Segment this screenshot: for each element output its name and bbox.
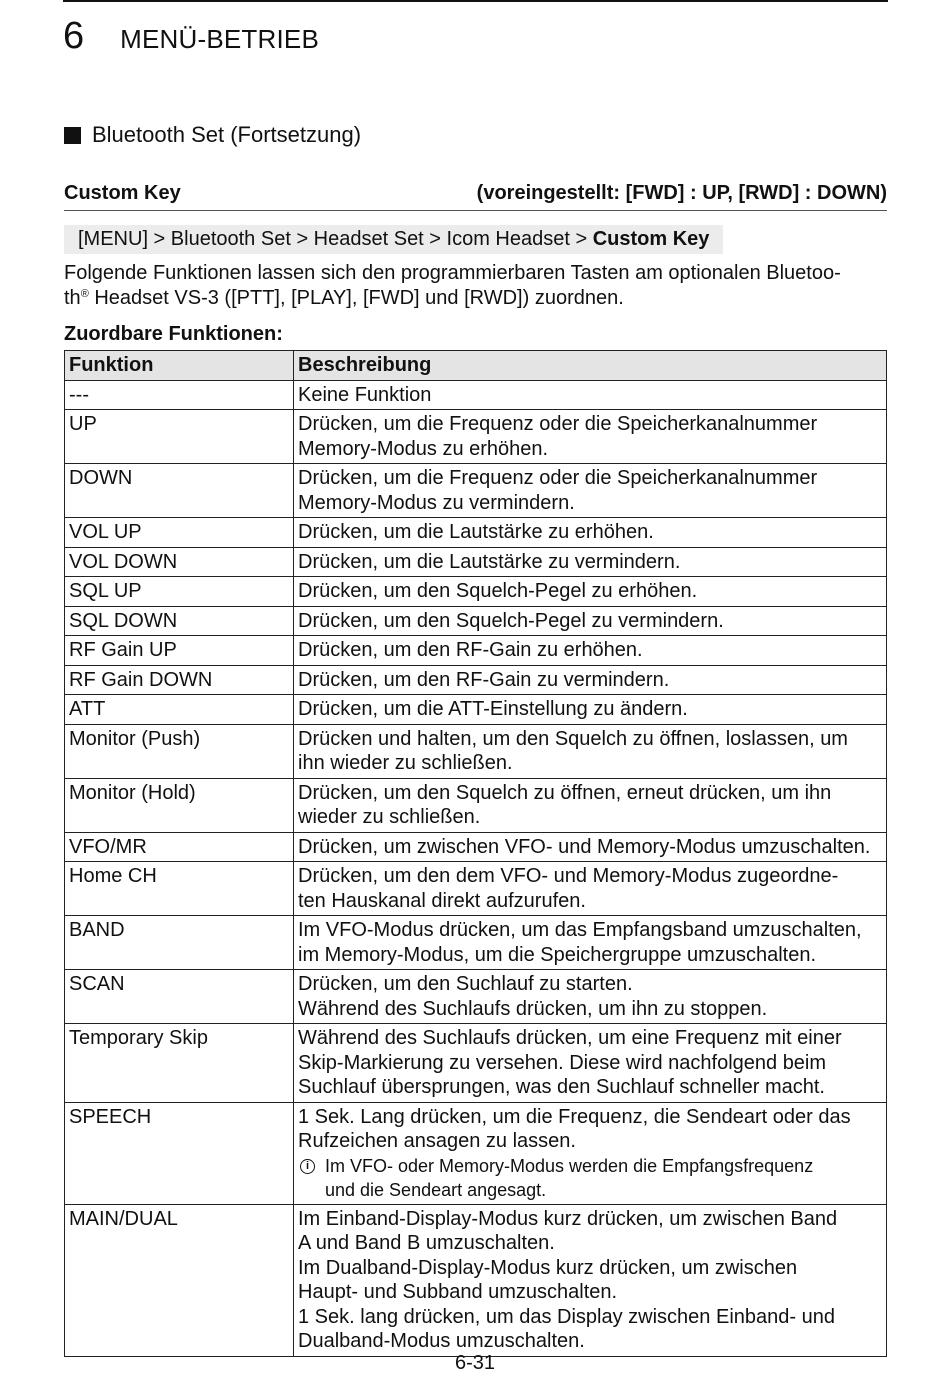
table-row — [65, 1024, 887, 1103]
description-line: Drücken, um den RF-Gain zu vermindern. — [298, 668, 670, 691]
function-name: UP — [65, 410, 294, 464]
description-line: Drücken, um den dem VFO- und Memory-Modus zugeordne- — [298, 865, 839, 887]
menu-path-prefix: [MENU] > Bluetooth Set > Headset Set > Icom Headset > — [78, 228, 593, 250]
table-row — [65, 380, 887, 410]
description-line: ihn wieder zu schließen. — [298, 752, 513, 774]
info-note-text — [325, 1154, 813, 1202]
function-name: RF Gain DOWN — [65, 665, 294, 695]
function-name: VOL UP — [65, 518, 294, 548]
item-default: (voreingestellt: [FWD] : UP, [RWD] : DOWN) — [476, 182, 887, 204]
table-row — [65, 606, 887, 636]
functions-table — [64, 350, 887, 1357]
table-row — [65, 724, 887, 778]
table-row — [65, 665, 887, 695]
description-line: Im VFO-Modus drücken, um das Empfangsband umzuschalten, — [298, 919, 862, 941]
function-name: ATT — [65, 695, 294, 725]
function-name: SPEECH — [65, 1102, 294, 1204]
intro-line-2 — [64, 286, 894, 311]
function-description — [294, 695, 887, 725]
info-note — [298, 1154, 883, 1202]
description-line: Suchlauf übersprungen, was den Suchlauf schneller macht. — [298, 1076, 825, 1098]
description-line: Rufzeichen ansagen zu lassen. — [298, 1130, 576, 1152]
function-description — [294, 464, 887, 518]
table-row — [65, 577, 887, 607]
function-name: BAND — [65, 916, 294, 970]
description-line: Drücken, um den Squelch zu öffnen, erneut drücken, um ihn — [298, 781, 832, 804]
table-row — [65, 518, 887, 548]
description-line: Drücken, um den Squelch-Pegel zu vermindern. — [298, 609, 724, 632]
table-row — [65, 916, 887, 970]
description-line: Drücken, um die Frequenz oder die Speicherkanalnummer — [298, 413, 818, 435]
function-name: MAIN/DUAL — [65, 1204, 294, 1356]
description-line: Drücken, um zwischen VFO- und Memory-Modus umzuschalten. — [298, 835, 871, 858]
page-number: 6-31 — [454, 1352, 496, 1374]
table-row — [65, 636, 887, 666]
description-line: Memory-Modus zu erhöhen. — [298, 437, 549, 460]
chapter-header — [63, 14, 319, 58]
description-line: Dualband-Modus umzuschalten. — [298, 1330, 585, 1352]
description-line: wieder zu schließen. — [298, 806, 481, 828]
description-line: A und Band B umzuschalten. — [298, 1232, 555, 1254]
description-line: Drücken, um den RF-Gain zu erhöhen. — [298, 639, 643, 661]
function-description — [294, 1024, 887, 1103]
function-name: --- — [65, 380, 294, 410]
function-description — [294, 606, 887, 636]
function-description — [294, 832, 887, 862]
description-line: Drücken, um die Lautstärke zu vermindern. — [298, 550, 681, 573]
info-circle-icon: i — [300, 1159, 315, 1174]
table-row — [65, 695, 887, 725]
section-title: Bluetooth Set (Fortsetzung) — [92, 122, 362, 147]
table-row — [65, 1102, 887, 1204]
function-description — [294, 1102, 887, 1204]
table-header-row — [65, 351, 887, 381]
registered-mark: ® — [80, 288, 89, 300]
description-line: 1 Sek. Lang drücken, um die Frequenz, die Sendeart oder das — [298, 1105, 851, 1128]
function-description — [294, 410, 887, 464]
chapter-title: MENÜ-BETRIEB — [120, 24, 320, 54]
table-row — [65, 832, 887, 862]
note-line: und die Sendeart angesagt. — [325, 1179, 547, 1200]
function-name: DOWN — [65, 464, 294, 518]
function-name: Monitor (Push) — [65, 724, 294, 778]
description-line: ten Hauskanal direkt aufzurufen. — [298, 889, 586, 912]
description-line: Haupt- und Subband umzuschalten. — [298, 1281, 618, 1303]
description-line: Skip-Markierung zu versehen. Diese wird nachfolgend beim — [298, 1051, 827, 1074]
function-name: Home CH — [65, 862, 294, 916]
function-name: Temporary Skip — [65, 1024, 294, 1103]
function-name: SQL UP — [65, 577, 294, 607]
function-name: Monitor (Hold) — [65, 778, 294, 832]
menu-path — [64, 225, 723, 254]
function-description — [294, 916, 887, 970]
note-line: Im VFO- oder Memory-Modus werden die Empfangsfrequenz — [325, 1155, 814, 1176]
function-description — [294, 636, 887, 666]
intro-line-1: Folgende Funktionen lassen sich den programmierbaren Tasten am optionalen Bluetoo- — [64, 262, 841, 284]
description-line: Während des Suchlaufs drücken, um eine Frequenz mit einer — [298, 1027, 842, 1049]
chapter-number: 6 — [63, 15, 85, 57]
function-description — [294, 518, 887, 548]
function-name: SCAN — [65, 970, 294, 1024]
header-beschreibung: Beschreibung — [294, 351, 887, 381]
item-heading-row — [64, 182, 887, 211]
table-row — [65, 410, 887, 464]
function-description — [294, 380, 887, 410]
function-description — [294, 665, 887, 695]
description-line: 1 Sek. lang drücken, um das Display zwischen Einband- und — [298, 1305, 835, 1328]
table-row — [65, 970, 887, 1024]
menu-path-final: Custom Key — [592, 228, 710, 250]
table-row — [65, 464, 887, 518]
description-line: Memory-Modus zu vermindern. — [298, 491, 575, 514]
table-title: Zuordbare Funktionen: — [64, 323, 283, 345]
function-name: VFO/MR — [65, 832, 294, 862]
description-line: Während des Suchlaufs drücken, um ihn zu stoppen. — [298, 997, 768, 1020]
table-row — [65, 862, 887, 916]
description-line: Drücken und halten, um den Squelch zu öffnen, loslassen, um — [298, 727, 848, 750]
description-line: Im Dualband-Display-Modus kurz drücken, um zwischen — [298, 1256, 798, 1279]
intro-line-2-start: th — [64, 287, 81, 309]
description-line: Im Einband-Display-Modus kurz drücken, um zwischen Band — [298, 1207, 838, 1230]
square-bullet-icon — [64, 127, 81, 144]
description-line: Drücken, um den Suchlauf zu starten. — [298, 973, 633, 995]
item-name: Custom Key — [64, 182, 181, 204]
function-name: VOL DOWN — [65, 547, 294, 577]
intro-paragraph — [64, 261, 894, 311]
description-line: Drücken, um die Lautstärke zu erhöhen. — [298, 521, 654, 543]
description-line: Keine Funktion — [298, 383, 432, 406]
section-heading — [64, 122, 361, 148]
function-description — [294, 1204, 887, 1356]
function-description — [294, 970, 887, 1024]
description-line: Drücken, um die Frequenz oder die Speicherkanalnummer — [298, 467, 818, 489]
function-description — [294, 778, 887, 832]
function-name: SQL DOWN — [65, 606, 294, 636]
description-line: Drücken, um die ATT-Einstellung zu ändern. — [298, 698, 688, 720]
intro-line-2-end: Headset VS-3 ([PTT], [PLAY], [FWD] und [RWD]) zuordnen. — [88, 287, 624, 309]
table-row — [65, 1204, 887, 1356]
header-funktion: Funktion — [65, 351, 294, 381]
function-description — [294, 724, 887, 778]
function-description — [294, 547, 887, 577]
description-line: Drücken, um den Squelch-Pegel zu erhöhen. — [298, 580, 698, 602]
table-row — [65, 547, 887, 577]
table-row — [65, 778, 887, 832]
description-line: im Memory-Modus, um die Speichergruppe umzuschalten. — [298, 943, 816, 966]
function-description — [294, 862, 887, 916]
top-rule — [63, 0, 888, 2]
function-description — [294, 577, 887, 607]
function-name: RF Gain UP — [65, 636, 294, 666]
